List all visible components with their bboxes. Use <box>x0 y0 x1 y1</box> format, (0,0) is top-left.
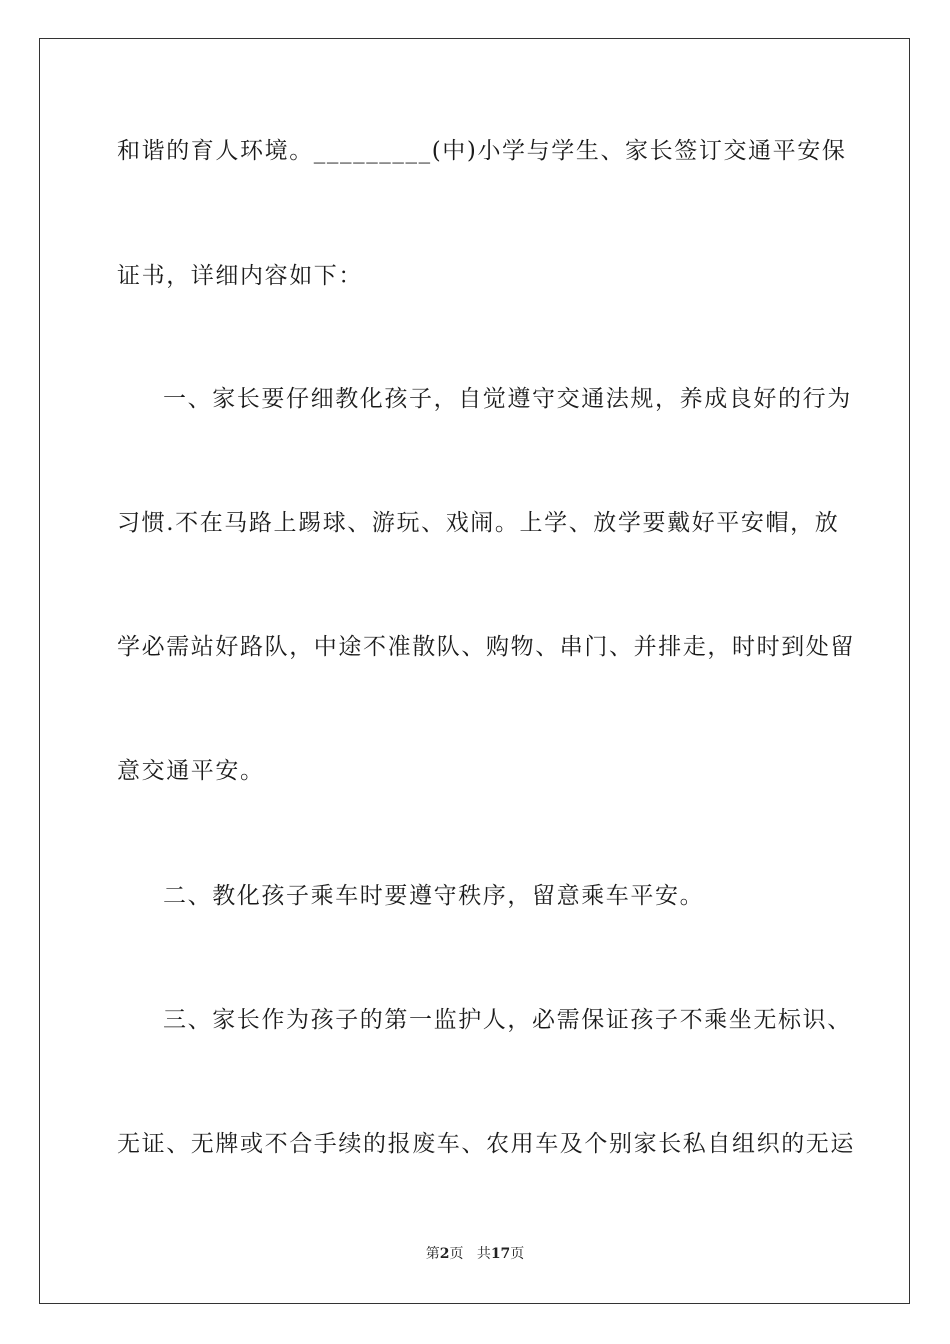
page-footer <box>0 1245 950 1263</box>
paragraph-2-line-1: 二、教化孩子乘车时要遵守秩序，留意乘车平安。 <box>163 883 705 909</box>
page-number: 2 <box>439 1246 450 1262</box>
paragraph-1-line-4: 意交通平安。 <box>117 758 265 784</box>
paragraph-1-line-3: 学必需站好路队，中途不准散队、购物、串门、并排走，时时到处留 <box>117 634 855 660</box>
paragraph-3-line-2: 无证、无牌或不合手续的报废车、农用车及个别家长私自组织的无运 <box>117 1131 855 1157</box>
total-suffix: 页 <box>510 1246 525 1262</box>
text-line-1: 和谐的育人环境。_________(中)小学与学生、家长签订交通平安保 <box>117 138 847 164</box>
text-line-2: 证书，详细内容如下： <box>117 263 363 289</box>
paragraph-3-line-1: 三、家长作为孩子的第一监护人，必需保证孩子不乘坐无标识、 <box>163 1007 852 1033</box>
total-prefix: 共 <box>476 1246 491 1262</box>
paragraph-1-line-1: 一、家长要仔细教化孩子，自觉遵守交通法规，养成良好的行为 <box>163 386 852 412</box>
total-pages: 17 <box>490 1246 511 1262</box>
paragraph-1-line-2: 习惯.不在马路上踢球、游玩、戏闹。上学、放学要戴好平安帽，放 <box>117 510 840 536</box>
page-suffix: 页 <box>449 1246 464 1262</box>
page-border <box>39 38 910 1304</box>
page-prefix: 第 <box>425 1246 440 1262</box>
